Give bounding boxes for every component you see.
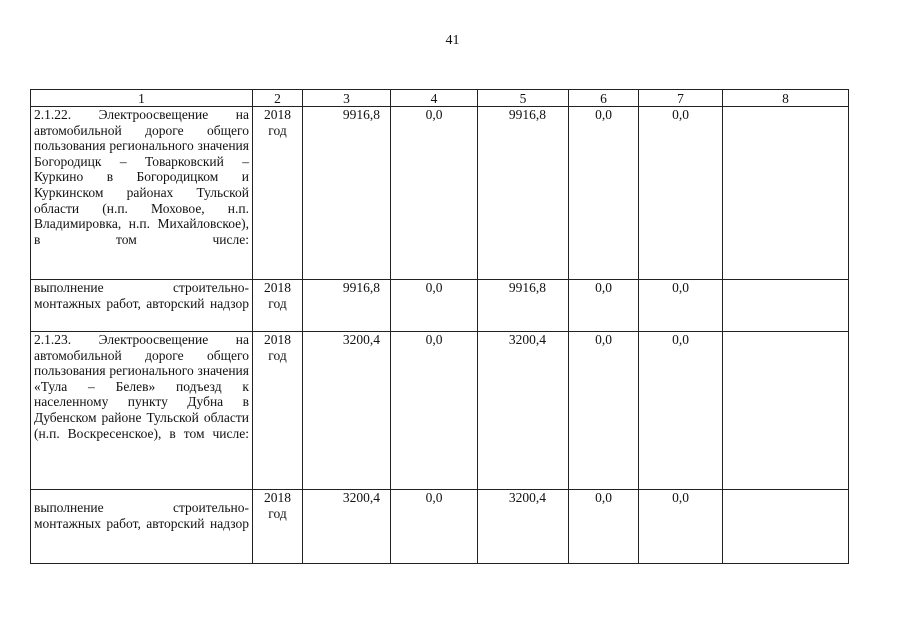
item-name-cell: выполнение строительно-монтажных работ, авторский надзор (31, 490, 253, 564)
column-header: 2 (253, 90, 303, 107)
value-cell (723, 332, 849, 490)
column-header: 1 (31, 90, 253, 107)
value-cell: 9916,8 (478, 280, 569, 332)
column-header: 5 (478, 90, 569, 107)
value-cell: 9916,8 (478, 107, 569, 280)
budget-table (30, 89, 849, 564)
value-cell: 3200,4 (478, 332, 569, 490)
value-cell (723, 107, 849, 280)
value-cell: 3200,4 (303, 332, 391, 490)
item-name-cell: 2.1.23. Электроосвещение на автомобильной дороге общего пользования регионального значения «Тула – Белев» подъезд к населенному пункту Дубна в Дубенском районе Тульской области (н.п. Воскресенское), в том числе: (31, 332, 253, 490)
page-number: 41 (445, 33, 460, 48)
value-cell (723, 490, 849, 564)
item-name-cell: 2.1.22. Электроосвещение на автомобильной дороге общего пользования регионального значения Богородицк – Товарковский – Куркино в Богородицком и Куркинском районах Тульской области (н.п. Моховое, н.п. Владимировка, н.п. Михайловское), в том числе: (31, 107, 253, 280)
table-row (31, 280, 849, 332)
value-cell: 0,0 (569, 280, 639, 332)
column-header: 8 (723, 90, 849, 107)
value-cell: 0,0 (391, 280, 478, 332)
value-cell: 0,0 (391, 332, 478, 490)
column-header: 6 (569, 90, 639, 107)
year-cell: 2018 год (253, 280, 303, 332)
value-cell: 0,0 (391, 490, 478, 564)
column-header: 4 (391, 90, 478, 107)
value-cell: 0,0 (639, 280, 723, 332)
column-header: 3 (303, 90, 391, 107)
value-cell: 0,0 (639, 490, 723, 564)
table-row (31, 107, 849, 280)
value-cell: 3200,4 (478, 490, 569, 564)
year-cell: 2018 год (253, 107, 303, 280)
value-cell: 0,0 (569, 107, 639, 280)
year-cell: 2018 год (253, 332, 303, 490)
value-cell: 0,0 (639, 332, 723, 490)
value-cell: 0,0 (569, 490, 639, 564)
value-cell (723, 280, 849, 332)
value-cell: 0,0 (391, 107, 478, 280)
table-row (31, 332, 849, 490)
value-cell: 0,0 (569, 332, 639, 490)
item-name-cell: выполнение строительно-монтажных работ, авторский надзор (31, 280, 253, 332)
value-cell: 0,0 (639, 107, 723, 280)
value-cell: 9916,8 (303, 280, 391, 332)
year-cell: 2018 год (253, 490, 303, 564)
value-cell: 3200,4 (303, 490, 391, 564)
header-row (31, 90, 849, 107)
value-cell: 9916,8 (303, 107, 391, 280)
table-row (31, 490, 849, 564)
column-header: 7 (639, 90, 723, 107)
